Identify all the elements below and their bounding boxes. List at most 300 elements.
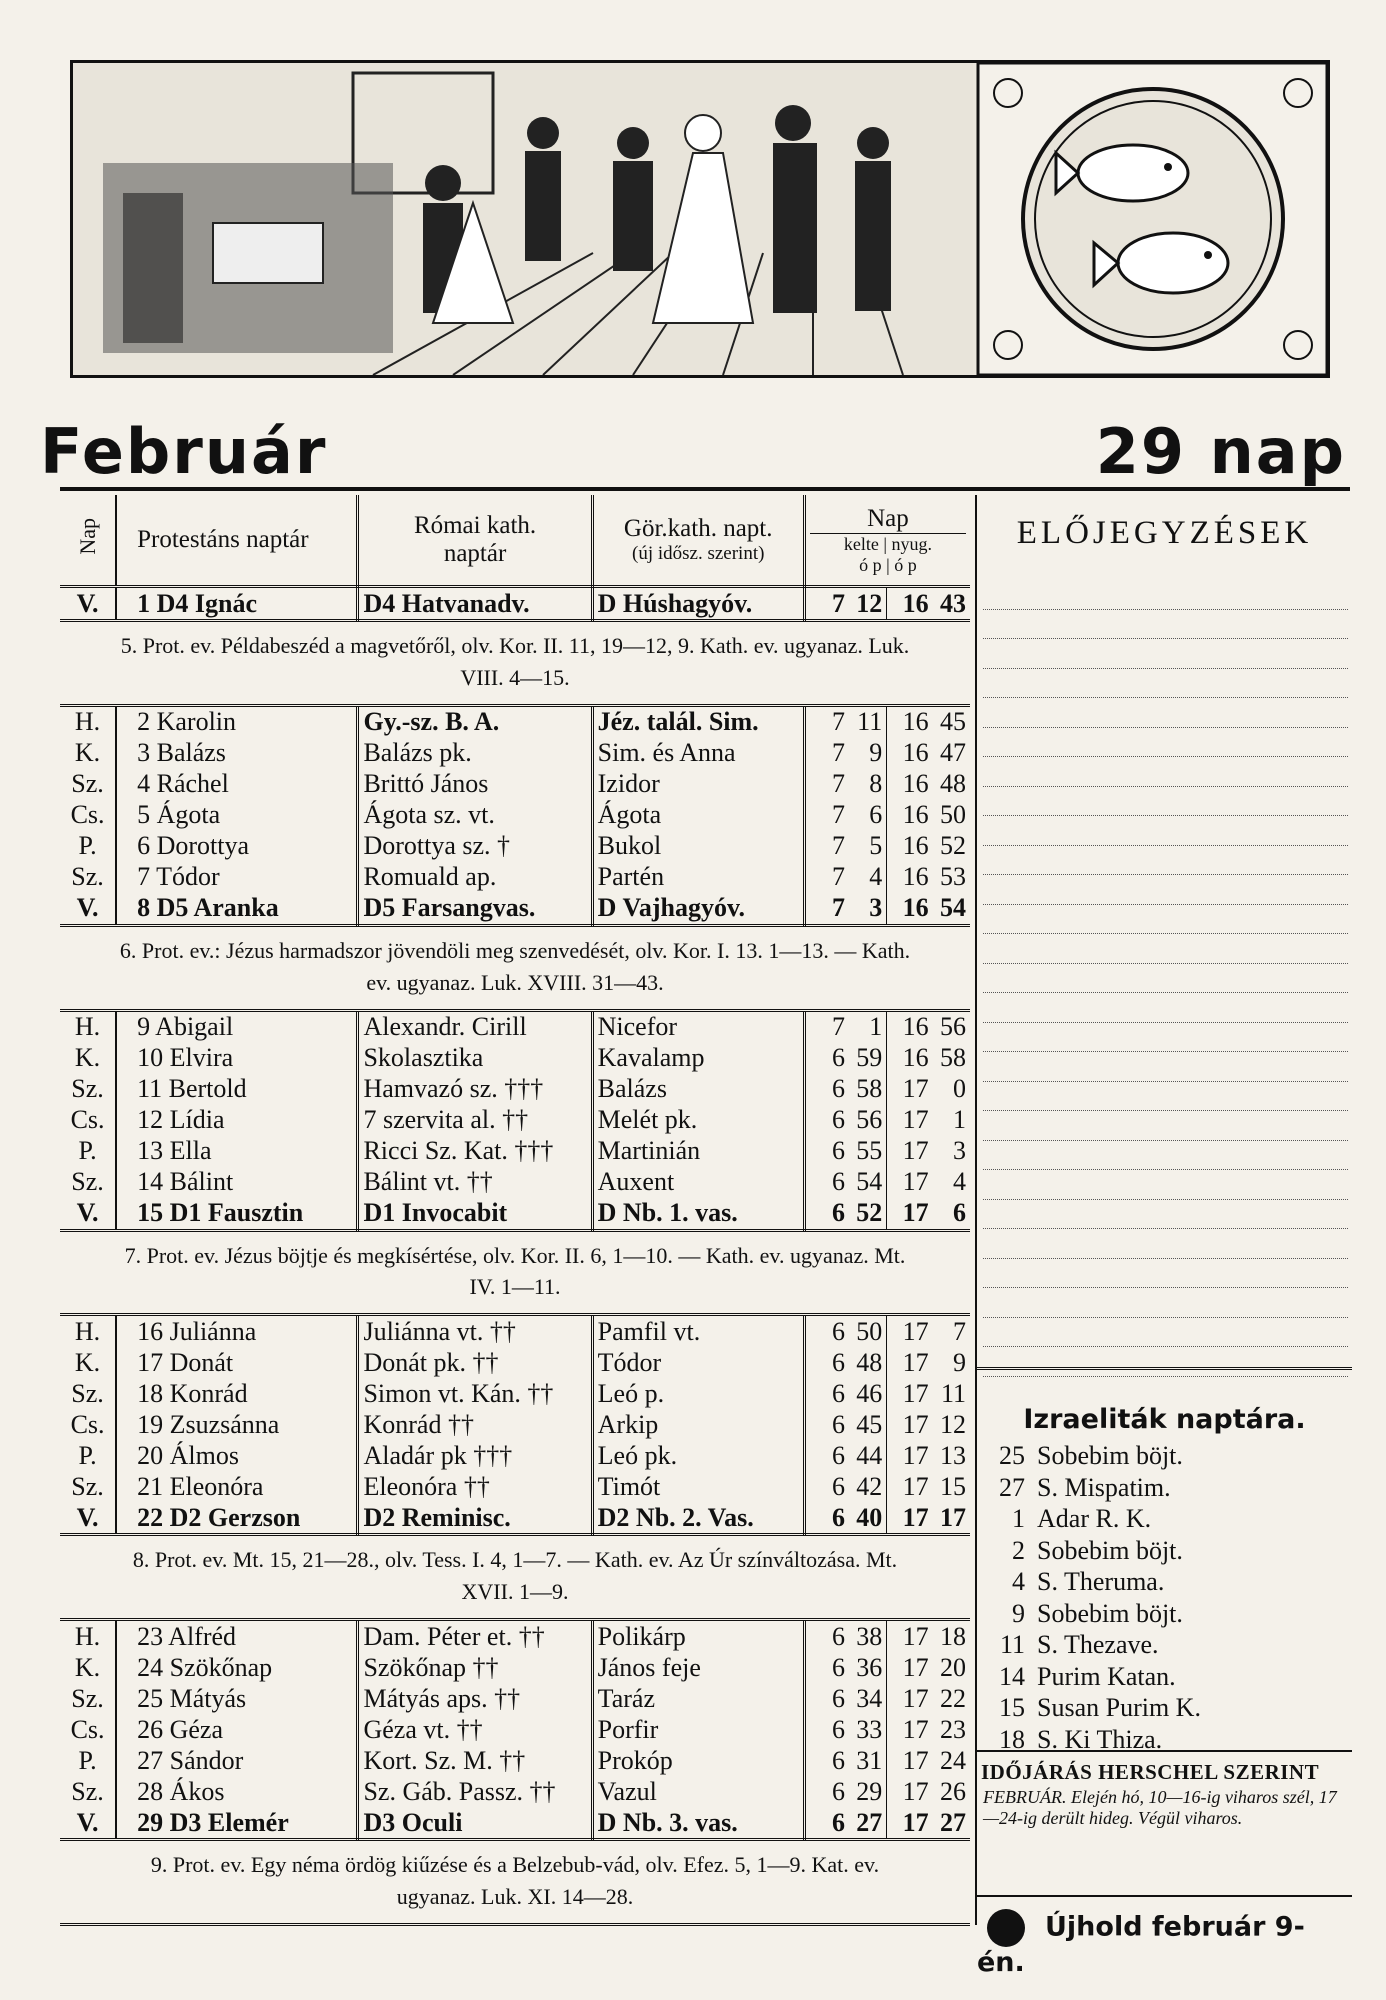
- day-row: [60, 1198, 970, 1231]
- note-line: [983, 1141, 1348, 1171]
- header-protestant: Protestáns naptár: [116, 495, 358, 587]
- roman-name: 7 szervita al. ††: [358, 1105, 592, 1136]
- protestant-name: 19 Zsuzsánna: [116, 1409, 358, 1440]
- sunset-hour: 17: [902, 1621, 929, 1651]
- roman-name: Mátyás aps. ††: [358, 1683, 592, 1714]
- note-line: [983, 875, 1348, 905]
- roman-name: Dam. Péter et. ††: [358, 1620, 592, 1653]
- protestant-name: 5 Ágota: [116, 800, 358, 831]
- greek-name: Auxent: [592, 1167, 804, 1198]
- protestant-name: 3 Balázs: [116, 738, 358, 769]
- sunrise-minute: 40: [849, 1502, 887, 1535]
- sunset-minute: 6: [933, 1198, 970, 1231]
- header-greek: Gör.kath. napt. (új idősz. szerint): [592, 495, 804, 587]
- sunset-hour: 16: [902, 1043, 929, 1073]
- calendar-table: [60, 495, 970, 1926]
- header-illustration: [70, 60, 1330, 378]
- sunrise-hour: 6: [831, 1167, 845, 1197]
- roman-name: Skolasztika: [358, 1043, 592, 1074]
- greek-name: Izidor: [592, 769, 804, 800]
- gospel-note: 9. Prot. ev. Egy néma ördög kiűzése és a Belzebub-vád, olv. Efez. 5, 1—9. Kat. ev. ugyanaz. Luk. XI. 14—28.: [60, 1840, 970, 1925]
- sunset-minute: 43: [933, 587, 970, 621]
- jewish-day-number: 1: [1012, 1504, 1025, 1533]
- sunrise-hour: 7: [831, 800, 845, 830]
- weather-text: FEBRUÁR. Elején hó, 10—16-ig viharos szél, 17—24-ig derült hideg. Végül viharos.: [983, 1787, 1337, 1828]
- sunset-hour: 17: [902, 1652, 929, 1682]
- sunset-hour: 17: [902, 1074, 929, 1104]
- roman-name: D2 Reminisc.: [358, 1502, 592, 1535]
- gospel-note-row: [60, 621, 970, 706]
- sunset-minute: 27: [933, 1807, 970, 1840]
- sunset-hour: 16: [902, 800, 929, 830]
- sunrise-hour: 6: [831, 1776, 845, 1806]
- protestant-name: 7 Tódor: [116, 862, 358, 893]
- day-abbrev: V.: [60, 1198, 116, 1231]
- sunrise-minute: 55: [849, 1136, 887, 1167]
- protestant-name: 26 Géza: [116, 1714, 358, 1745]
- header-sun: Nap kelte | nyug. ó p | ó p: [804, 495, 970, 587]
- sunset-hour: 17: [902, 1347, 929, 1377]
- protestant-name: 28 Ákos: [116, 1776, 358, 1807]
- day-abbrev: K.: [60, 1347, 116, 1378]
- day-abbrev: Sz.: [60, 1167, 116, 1198]
- sunrise-minute: 54: [849, 1167, 887, 1198]
- note-line: [983, 1052, 1348, 1082]
- jewish-calendar-list: [977, 1441, 1352, 1756]
- roman-name: Juliánna vt. ††: [358, 1315, 592, 1348]
- jewish-day-number: 15: [999, 1693, 1025, 1722]
- sunset-hour: 17: [902, 1440, 929, 1470]
- greek-name: Leó pk.: [592, 1440, 804, 1471]
- sunset-minute: 1: [953, 1105, 966, 1135]
- sunrise-hour: 6: [831, 1409, 845, 1439]
- greek-name: Kavalamp: [592, 1043, 804, 1074]
- sunrise-minute: 50: [849, 1315, 887, 1348]
- day-abbrev: P.: [60, 1745, 116, 1776]
- sunset-minute: 18: [940, 1621, 966, 1651]
- sunset-minute: 54: [933, 893, 970, 926]
- note-line: [983, 964, 1348, 994]
- sunset-hour: 17: [902, 1683, 929, 1713]
- roman-name: D1 Invocabit: [358, 1198, 592, 1231]
- day-row: [60, 800, 970, 831]
- jewish-day-number: 9: [1012, 1598, 1025, 1628]
- sunrise-hour: 7: [831, 707, 845, 737]
- roman-name: Alexandr. Cirill: [358, 1010, 592, 1043]
- sunset-minute: 0: [953, 1074, 966, 1104]
- greek-name: János feje: [592, 1652, 804, 1683]
- day-abbrev: Sz.: [60, 1074, 116, 1105]
- sunset-hour: 17: [902, 1167, 929, 1197]
- gospel-note: 8. Prot. ev. Mt. 15, 21—28., olv. Tess. I. 4, 1—7. — Kath. ev. Az Úr színváltozása. Mt. XVII. 1—9.: [60, 1535, 970, 1620]
- sunrise-minute: 27: [849, 1807, 887, 1840]
- sunrise-minute: 59: [849, 1043, 887, 1074]
- greek-name: Leó p.: [592, 1378, 804, 1409]
- day-abbrev: Sz.: [60, 1683, 116, 1714]
- greek-name: D2 Nb. 2. Vas.: [592, 1502, 804, 1535]
- day-abbrev: Cs.: [60, 1409, 116, 1440]
- protestant-name: 1 D4 Ignác: [116, 587, 358, 621]
- greek-name: Nicefor: [592, 1010, 804, 1043]
- protestant-name: 2 Karolin: [116, 705, 358, 738]
- sunset-hour: 17: [902, 1776, 929, 1806]
- note-line: [983, 728, 1348, 758]
- protestant-name: 17 Donát: [116, 1347, 358, 1378]
- title-rule: [60, 487, 1350, 491]
- sunrise-minute: 56: [849, 1105, 887, 1136]
- jewish-day-number: 18: [999, 1724, 1025, 1754]
- sunrise-hour: 7: [831, 1012, 845, 1042]
- note-line: [983, 1200, 1348, 1230]
- day-row: [60, 1652, 970, 1683]
- protestant-name: 15 D1 Fausztin: [116, 1198, 358, 1231]
- sunrise-minute: 38: [849, 1620, 887, 1653]
- sunrise-minute: 33: [849, 1714, 887, 1745]
- greek-name: Timót: [592, 1471, 804, 1502]
- day-row: [60, 587, 970, 621]
- note-line: [983, 1082, 1348, 1112]
- day-abbrev: H.: [60, 705, 116, 738]
- note-line: [983, 846, 1348, 876]
- protestant-name: 8 D5 Aranka: [116, 893, 358, 926]
- roman-name: Aladár pk †††: [358, 1440, 592, 1471]
- jewish-day-label: Adar R. K.: [1037, 1504, 1152, 1533]
- sunrise-hour: 7: [831, 769, 845, 799]
- day-row: [60, 893, 970, 926]
- new-moon: [977, 1895, 1352, 1978]
- sunrise-hour: 7: [831, 862, 845, 892]
- greek-name: Taráz: [592, 1683, 804, 1714]
- day-abbrev: H.: [60, 1620, 116, 1653]
- jewish-day-number: 27: [999, 1472, 1025, 1502]
- day-row: [60, 1043, 970, 1074]
- sunrise-hour: 7: [831, 738, 845, 768]
- note-line: [983, 905, 1348, 935]
- day-row: [60, 705, 970, 738]
- sunrise-minute: 48: [849, 1347, 887, 1378]
- day-row: [60, 1105, 970, 1136]
- day-abbrev: P.: [60, 1136, 116, 1167]
- sunset-minute: 17: [933, 1502, 970, 1535]
- note-line: [983, 787, 1348, 817]
- jewish-calendar-title: Izraeliták naptára.: [1023, 1404, 1306, 1435]
- sunset-hour: 16: [902, 738, 929, 768]
- day-abbrev: Cs.: [60, 800, 116, 831]
- greek-name: Prokóp: [592, 1745, 804, 1776]
- roman-name: Bálint vt. ††: [358, 1167, 592, 1198]
- jewish-day-label: S. Mispatim.: [1037, 1472, 1171, 1502]
- note-line: [983, 1318, 1348, 1348]
- gospel-note-row: [60, 925, 970, 1010]
- jewish-day-number: 14: [999, 1661, 1025, 1691]
- sunrise-hour: 6: [831, 1440, 845, 1470]
- note-line: [983, 934, 1348, 964]
- protestant-name: 27 Sándor: [116, 1745, 358, 1776]
- day-row: [60, 831, 970, 862]
- header-nap: Nap: [60, 495, 116, 587]
- note-line: [983, 698, 1348, 728]
- protestant-name: 24 Szökőnap: [116, 1652, 358, 1683]
- sunset-minute: 7: [953, 1316, 966, 1346]
- day-row: [60, 738, 970, 769]
- sunset-hour: 17: [887, 1198, 933, 1231]
- day-row: [60, 1136, 970, 1167]
- protestant-name: 21 Eleonóra: [116, 1471, 358, 1502]
- sunset-hour: 17: [902, 1316, 929, 1346]
- new-moon-text: Újhold február 9-én.: [977, 1911, 1305, 1978]
- greek-name: Arkip: [592, 1409, 804, 1440]
- sunset-minute: 20: [940, 1652, 966, 1682]
- sunset-hour: 16: [902, 707, 929, 737]
- sunset-hour: 17: [902, 1378, 929, 1408]
- table-header-row: [60, 495, 970, 587]
- sunrise-hour: 7: [831, 831, 845, 861]
- roman-name: Simon vt. Kán. ††: [358, 1378, 592, 1409]
- jewish-day-label: Sobebim böjt.: [1037, 1535, 1183, 1565]
- note-line: [983, 1023, 1348, 1053]
- day-row: [60, 1010, 970, 1043]
- sunset-minute: 4: [953, 1167, 966, 1197]
- sunset-hour: 17: [902, 1471, 929, 1501]
- gospel-note-row: [60, 1535, 970, 1620]
- protestant-name: 4 Ráchel: [116, 769, 358, 800]
- greek-name: Bukol: [592, 831, 804, 862]
- sunrise-minute: 1: [849, 1010, 887, 1043]
- protestant-name: 23 Alfréd: [116, 1620, 358, 1653]
- sunset-hour: 17: [902, 1136, 929, 1166]
- sunset-hour: 16: [887, 587, 933, 621]
- note-line: [983, 580, 1348, 610]
- jewish-day-number: 11: [999, 1630, 1025, 1659]
- day-abbrev: V.: [60, 1502, 116, 1535]
- sunrise-hour: 6: [831, 1136, 845, 1166]
- protestant-name: 22 D2 Gerzson: [116, 1502, 358, 1535]
- sunset-minute: 24: [940, 1745, 966, 1775]
- sunrise-minute: 34: [849, 1683, 887, 1714]
- sunrise-minute: 58: [849, 1074, 887, 1105]
- day-row: [60, 1714, 970, 1745]
- jewish-day-label: Purim Katan.: [1037, 1661, 1176, 1691]
- sunset-hour: 16: [887, 893, 933, 926]
- sunset-hour: 16: [902, 862, 929, 892]
- day-abbrev: Cs.: [60, 1714, 116, 1745]
- roman-name: Géza vt. ††: [358, 1714, 592, 1745]
- jewish-day-number: 4: [1012, 1567, 1025, 1596]
- day-abbrev: V.: [60, 1807, 116, 1840]
- sunset-hour: 16: [902, 769, 929, 799]
- roman-name: Dorottya sz. †: [358, 831, 592, 862]
- sunrise-hour: 6: [831, 1745, 845, 1775]
- sunrise-hour: 6: [831, 1043, 845, 1073]
- greek-name: D Nb. 1. vas.: [592, 1198, 804, 1231]
- greek-name: Vazul: [592, 1776, 804, 1807]
- greek-name: Porfir: [592, 1714, 804, 1745]
- greek-name: Jéz. talál. Sim.: [592, 705, 804, 738]
- sunset-hour: 17: [902, 1105, 929, 1135]
- sunset-minute: 45: [940, 707, 966, 737]
- jewish-calendar: [977, 1367, 1352, 1756]
- roman-name: D3 Oculi: [358, 1807, 592, 1840]
- roman-name: Hamvazó sz. †††: [358, 1074, 592, 1105]
- sunrise-minute: 31: [849, 1745, 887, 1776]
- sunset-hour: 16: [902, 831, 929, 861]
- sunrise-hour: 6: [831, 1621, 845, 1651]
- sunrise-hour: 6: [804, 1502, 849, 1535]
- roman-name: Romuald ap.: [358, 862, 592, 893]
- sunrise-minute: 3: [849, 893, 887, 926]
- sunrise-hour: 7: [804, 893, 849, 926]
- note-line: [983, 1170, 1348, 1200]
- sunrise-hour: 6: [804, 1198, 849, 1231]
- day-row: [60, 1620, 970, 1653]
- sunset-minute: 53: [940, 862, 966, 892]
- sunrise-minute: 44: [849, 1440, 887, 1471]
- sunset-minute: 50: [940, 800, 966, 830]
- note-line: [983, 1229, 1348, 1259]
- roman-name: Kort. Sz. M. ††: [358, 1745, 592, 1776]
- day-abbrev: Sz.: [60, 862, 116, 893]
- day-abbrev: Sz.: [60, 1471, 116, 1502]
- protestant-name: 16 Juliánna: [116, 1315, 358, 1348]
- day-abbrev: K.: [60, 1652, 116, 1683]
- day-abbrev: Cs.: [60, 1105, 116, 1136]
- sunrise-minute: 11: [849, 705, 887, 738]
- sunrise-hour: 6: [804, 1807, 849, 1840]
- roman-name: Brittó János: [358, 769, 592, 800]
- day-abbrev: K.: [60, 1043, 116, 1074]
- day-row: [60, 1807, 970, 1840]
- roman-name: Ricci Sz. Kat. †††: [358, 1136, 592, 1167]
- header-roman: Római kath. naptár: [358, 495, 592, 587]
- day-abbrev: H.: [60, 1315, 116, 1348]
- protestant-name: 18 Konrád: [116, 1378, 358, 1409]
- sunrise-minute: 8: [849, 769, 887, 800]
- gospel-note: 6. Prot. ev.: Jézus harmadszor jövendöli meg szenvedését, olv. Kor. I. 13. 1—13. — Kath. ev. ugyanaz. Luk. XVIII. 31—43.: [60, 925, 970, 1010]
- month-title: Február: [40, 415, 328, 488]
- note-line: [983, 1288, 1348, 1318]
- gospel-note: 5. Prot. ev. Példabeszéd a magvetőről, olv. Kor. II. 11, 19—12, 9. Kath. ev. ugyanaz. Luk. VIII. 4—15.: [60, 621, 970, 706]
- sunrise-hour: 7: [804, 587, 849, 621]
- note-line: [983, 1111, 1348, 1141]
- protestant-name: 25 Mátyás: [116, 1683, 358, 1714]
- greek-name: D Húshagyóv.: [592, 587, 804, 621]
- protestant-name: 14 Bálint: [116, 1167, 358, 1198]
- sunrise-minute: 5: [849, 831, 887, 862]
- greek-name: D Vajhagyóv.: [592, 893, 804, 926]
- protestant-name: 11 Bertold: [116, 1074, 358, 1105]
- roman-name: Balázs pk.: [358, 738, 592, 769]
- jewish-day-label: S. Thezave.: [1037, 1630, 1159, 1659]
- note-line: [983, 639, 1348, 669]
- greek-name: D Nb. 3. vas.: [592, 1807, 804, 1840]
- day-row: [60, 1440, 970, 1471]
- day-row: [60, 1074, 970, 1105]
- note-line: [983, 816, 1348, 846]
- jewish-calendar-item: [977, 1473, 1352, 1505]
- protestant-name: 6 Dorottya: [116, 831, 358, 862]
- greek-name: Balázs: [592, 1074, 804, 1105]
- greek-name: Partén: [592, 862, 804, 893]
- day-abbrev: P.: [60, 831, 116, 862]
- day-row: [60, 769, 970, 800]
- sunrise-minute: 6: [849, 800, 887, 831]
- sunset-minute: 48: [940, 769, 966, 799]
- sunrise-minute: 4: [849, 862, 887, 893]
- sunrise-hour: 6: [831, 1378, 845, 1408]
- jewish-calendar-item: [977, 1599, 1352, 1631]
- day-row: [60, 1167, 970, 1198]
- sunrise-hour: 6: [831, 1074, 845, 1104]
- greek-name: Ágota: [592, 800, 804, 831]
- sunset-hour: 17: [902, 1409, 929, 1439]
- jewish-day-label: S. Theruma.: [1037, 1567, 1165, 1596]
- jewish-calendar-item: [977, 1441, 1352, 1473]
- greek-name: Sim. és Anna: [592, 738, 804, 769]
- sunset-hour: 17: [887, 1502, 933, 1535]
- protestant-name: 9 Abigail: [116, 1010, 358, 1043]
- day-row: [60, 1502, 970, 1535]
- gospel-note: 7. Prot. ev. Jézus böjtje és megkísértése, olv. Kor. II. 6, 1—10. — Kath. ev. ugyanaz. Mt. IV. 1—11.: [60, 1230, 970, 1315]
- weather-title: IDŐJÁRÁS HERSCHEL SZERINT: [981, 1760, 1320, 1784]
- jewish-day-label: Susan Purim K.: [1037, 1693, 1201, 1722]
- day-row: [60, 1745, 970, 1776]
- roman-name: Ágota sz. vt.: [358, 800, 592, 831]
- day-abbrev: Sz.: [60, 1776, 116, 1807]
- day-abbrev: H.: [60, 1010, 116, 1043]
- notes-title: ELŐJEGYZÉSEK: [1016, 515, 1313, 551]
- sunrise-minute: 42: [849, 1471, 887, 1502]
- sunset-minute: 11: [940, 1378, 966, 1408]
- note-line: [983, 757, 1348, 787]
- sunset-minute: 58: [940, 1043, 966, 1073]
- jewish-calendar-item: [977, 1630, 1352, 1662]
- note-line: [983, 669, 1348, 699]
- dance-scene-image: [73, 63, 1327, 375]
- day-row: [60, 862, 970, 893]
- roman-name: D5 Farsangvas.: [358, 893, 592, 926]
- sunrise-minute: 29: [849, 1776, 887, 1807]
- jewish-day-label: S. Ki Thiza.: [1037, 1724, 1163, 1754]
- protestant-name: 13 Ella: [116, 1136, 358, 1167]
- roman-name: Donát pk. ††: [358, 1347, 592, 1378]
- day-abbrev: Sz.: [60, 769, 116, 800]
- days-count: 29 nap: [1095, 415, 1346, 488]
- note-line: [983, 993, 1348, 1023]
- day-row: [60, 1315, 970, 1348]
- jewish-calendar-item: [977, 1693, 1352, 1725]
- sunset-minute: 47: [940, 738, 966, 768]
- jewish-day-label: Sobebim böjt.: [1037, 1441, 1183, 1470]
- roman-name: Eleonóra ††: [358, 1471, 592, 1502]
- sunset-hour: 17: [902, 1714, 929, 1744]
- jewish-calendar-item: [977, 1662, 1352, 1694]
- sunset-minute: 13: [940, 1440, 966, 1470]
- roman-name: Gy.-sz. B. A.: [358, 705, 592, 738]
- day-row: [60, 1347, 970, 1378]
- notes-lines: [983, 580, 1348, 1377]
- sunset-hour: 17: [902, 1745, 929, 1775]
- greek-name: Melét pk.: [592, 1105, 804, 1136]
- weather-box: [977, 1750, 1352, 1828]
- sunset-minute: 23: [940, 1714, 966, 1744]
- protestant-name: 10 Elvira: [116, 1043, 358, 1074]
- day-row: [60, 1471, 970, 1502]
- roman-name: D4 Hatvanadv.: [358, 587, 592, 621]
- roman-name: Konrád ††: [358, 1409, 592, 1440]
- day-row: [60, 1378, 970, 1409]
- new-moon-icon: [987, 1909, 1025, 1947]
- gospel-note-row: [60, 1230, 970, 1315]
